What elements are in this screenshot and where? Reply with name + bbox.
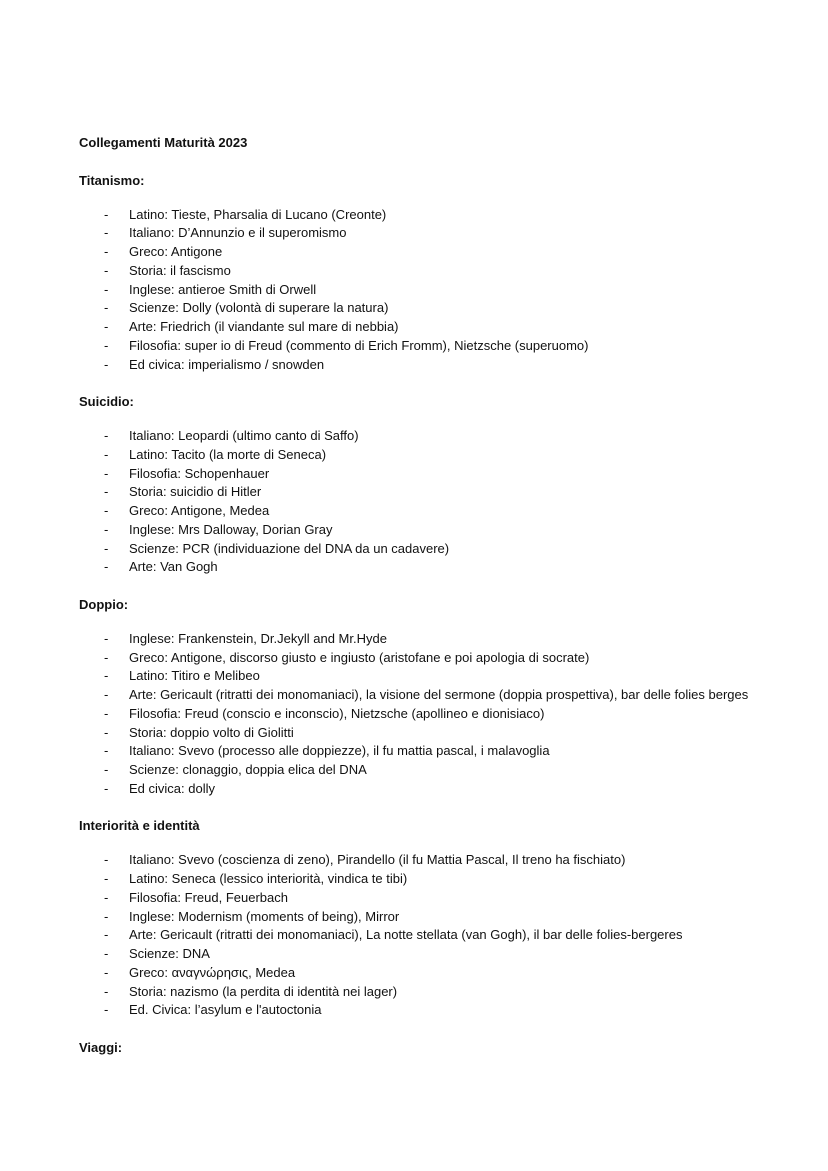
section-heading: Interiorità e identità	[79, 818, 200, 834]
list-item-text: Scienze: Dolly (volontà di superare la natura)	[129, 300, 389, 316]
section-heading: Doppio:	[79, 596, 129, 612]
bullet-dash-icon: -	[104, 668, 109, 684]
bullet-dash-icon: -	[104, 1002, 109, 1018]
sections-container	[79, 172, 759, 1058]
bullet-list	[79, 851, 759, 1020]
bullet-dash-icon: -	[104, 964, 109, 980]
bullet-dash-icon: -	[104, 540, 109, 556]
list-item-text: Arte: Van Gogh	[129, 559, 218, 575]
list-item	[79, 983, 759, 1002]
list-item	[79, 851, 759, 870]
bullet-dash-icon: -	[104, 889, 109, 905]
list-item	[79, 299, 759, 318]
bullet-dash-icon: -	[104, 484, 109, 500]
document-page	[79, 134, 759, 1073]
list-item-text: Italiano: Svevo (processo alle doppiezze), il fu mattia pascal, i malavoglia	[129, 743, 550, 759]
list-item	[79, 945, 759, 964]
list-item-text: Storia: nazismo (la perdita di identità nei lager)	[129, 983, 398, 999]
list-item	[79, 502, 759, 521]
list-item	[79, 705, 759, 724]
bullet-dash-icon: -	[104, 281, 109, 297]
list-item	[79, 724, 759, 743]
section-heading: Titanismo:	[79, 172, 145, 188]
list-item	[79, 243, 759, 262]
bullet-dash-icon: -	[104, 465, 109, 481]
list-item	[79, 742, 759, 761]
bullet-dash-icon: -	[104, 428, 109, 443]
list-item	[79, 262, 759, 281]
list-item-text: Scienze: DNA	[129, 946, 210, 961]
list-item	[79, 780, 759, 799]
list-item	[79, 926, 759, 945]
bullet-dash-icon: -	[104, 983, 109, 999]
list-item-text: Ed civica: dolly	[129, 780, 215, 796]
list-item-text: Arte: Gericault (ritratti dei monomaniaci), La notte stellata (van Gogh), il bar delle folies-bergeres	[129, 927, 683, 943]
list-item-text: Filosofia: Freud, Feuerbach	[129, 889, 288, 905]
list-item	[79, 356, 759, 375]
bullet-dash-icon: -	[104, 337, 109, 353]
bullet-dash-icon: -	[104, 852, 109, 868]
list-item-text: Arte: Gericault (ritratti dei monomaniaci), la visione del sermone (doppia prospettiva), bar delle folies berges	[129, 687, 749, 702]
list-item	[79, 630, 759, 649]
bullet-dash-icon: -	[104, 908, 109, 924]
list-item	[79, 649, 759, 668]
list-item-text: Ed civica: imperialismo / snowden	[129, 356, 325, 372]
list-item-text: Storia: il fascismo	[129, 262, 231, 278]
list-item-text: Storia: suicidio di Hitler	[129, 484, 262, 500]
list-item-text: Greco: Antigone	[129, 244, 223, 259]
list-item	[79, 1001, 759, 1020]
bullet-dash-icon: -	[104, 446, 109, 462]
list-item-text: Italiano: D’Annunzio e il superomismo	[129, 225, 347, 241]
list-item	[79, 483, 759, 502]
list-item-text: Inglese: Mrs Dalloway, Dorian Gray	[129, 521, 333, 537]
list-item-text: Ed. Civica: l’asylum e l'autoctonia	[129, 1002, 322, 1018]
bullet-dash-icon: -	[104, 503, 109, 518]
list-item-text: Greco: Antigone, Medea	[129, 503, 270, 518]
list-item-text: Latino: Tieste, Pharsalia di Lucano (Creonte)	[129, 206, 387, 222]
bullet-dash-icon: -	[104, 927, 109, 943]
bullet-dash-icon: -	[104, 649, 109, 665]
list-item-text: Filosofia: Schopenhauer	[129, 465, 270, 481]
list-item-text: Greco: Antigone, discorso giusto e ingiusto (aristofane e poi apologia di socrate)	[129, 649, 590, 665]
list-item-text: Latino: Tacito (la morte di Seneca)	[129, 446, 327, 462]
list-item-text: Inglese: Frankenstein, Dr.Jekyll and Mr.Hyde	[129, 630, 387, 646]
list-item	[79, 206, 759, 225]
bullet-dash-icon: -	[104, 724, 109, 740]
list-item-text: Italiano: Svevo (coscienza di zeno), Pirandello (il fu Mattia Pascal, Il treno ha fischiato)	[129, 852, 626, 868]
bullet-dash-icon: -	[104, 743, 109, 759]
list-item	[79, 558, 759, 577]
list-item-text: Latino: Seneca (lessico interiorità, vindica te tibi)	[129, 871, 408, 886]
list-item	[79, 318, 759, 337]
list-item	[79, 686, 759, 705]
bullet-dash-icon: -	[104, 244, 109, 259]
list-item	[79, 281, 759, 300]
section-heading: Viaggi:	[79, 1039, 123, 1055]
list-item-text: Greco: αναγνώρησις, Medea	[129, 964, 296, 980]
list-item	[79, 465, 759, 484]
bullet-dash-icon: -	[104, 356, 109, 372]
list-item-text: Inglese: Modernism (moments of being), Mirror	[129, 908, 400, 924]
list-item	[79, 224, 759, 243]
bullet-dash-icon: -	[104, 762, 109, 777]
list-item	[79, 889, 759, 908]
list-item	[79, 908, 759, 927]
bullet-dash-icon: -	[104, 206, 109, 222]
bullet-list	[79, 206, 759, 375]
list-item-text: Filosofia: super io di Freud (commento di Erich Fromm), Nietzsche (superuomo)	[129, 337, 589, 353]
bullet-dash-icon: -	[104, 319, 109, 334]
bullet-dash-icon: -	[104, 871, 109, 886]
bullet-dash-icon: -	[104, 630, 109, 646]
list-item	[79, 521, 759, 540]
bullet-list	[79, 427, 759, 577]
bullet-dash-icon: -	[104, 262, 109, 278]
list-item-text: Arte: Friedrich (il viandante sul mare di nebbia)	[129, 319, 399, 334]
bullet-dash-icon: -	[104, 521, 109, 537]
list-item	[79, 540, 759, 559]
list-item	[79, 667, 759, 686]
document-title: Collegamenti Maturità 2023	[79, 135, 248, 150]
section-heading: Suicidio:	[79, 394, 134, 409]
list-item-text: Scienze: clonaggio, doppia elica del DNA	[129, 762, 367, 777]
list-item-text: Latino: Titiro e Melibeo	[129, 668, 260, 684]
list-item	[79, 761, 759, 780]
list-item-text: Filosofia: Freud (conscio e inconscio), Nietzsche (apollineo e dionisiaco)	[129, 705, 545, 721]
list-item-text: Scienze: PCR (individuazione del DNA da un cadavere)	[129, 540, 450, 556]
bullet-dash-icon: -	[104, 300, 109, 316]
bullet-dash-icon: -	[104, 780, 109, 796]
bullet-list	[79, 630, 759, 799]
bullet-dash-icon: -	[104, 946, 109, 961]
list-item-text: Inglese: antieroe Smith di Orwell	[129, 281, 317, 297]
list-item	[79, 427, 759, 446]
bullet-dash-icon: -	[104, 687, 109, 702]
bullet-dash-icon: -	[104, 705, 109, 721]
list-item-text: Italiano: Leopardi (ultimo canto di Saffo)	[129, 428, 359, 443]
list-item	[79, 446, 759, 465]
list-item	[79, 337, 759, 356]
list-item	[79, 964, 759, 983]
bullet-dash-icon: -	[104, 225, 109, 241]
list-item-text: Storia: doppio volto di Giolitti	[129, 724, 294, 740]
bullet-dash-icon: -	[104, 559, 109, 575]
list-item	[79, 870, 759, 889]
